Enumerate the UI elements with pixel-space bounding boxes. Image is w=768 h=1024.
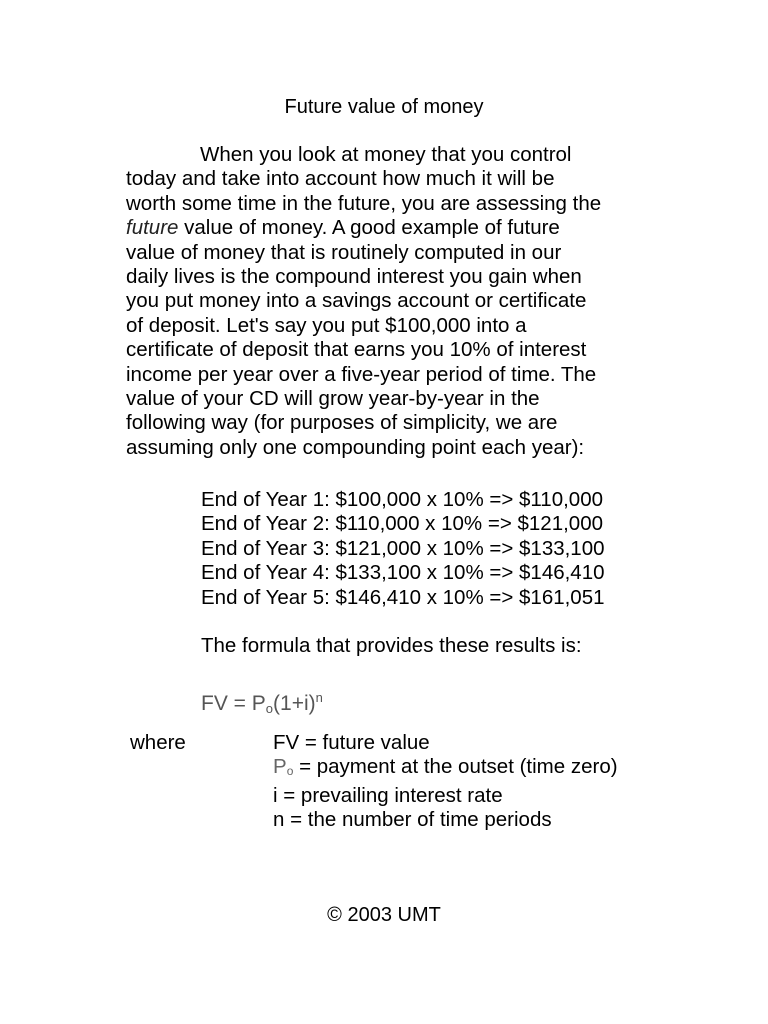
paragraph-line-text: value of money. A good example of future — [184, 216, 560, 240]
intro-paragraph — [126, 143, 696, 460]
definition-symbol — [273, 755, 293, 778]
definition-item: i = prevailing interest rate — [273, 783, 503, 807]
paragraph-line: following way (for purposes of simplicity, we are — [126, 411, 558, 435]
paragraph-line — [126, 216, 696, 240]
formula — [201, 683, 323, 724]
paragraph-line: income per year over a five-year period of time. The — [126, 362, 597, 386]
formula-superscript: n — [315, 690, 323, 705]
paragraph-line: value of money that is routinely computed in our — [126, 240, 562, 264]
copyright-notice: © 2003 UMT — [327, 904, 441, 926]
paragraph-line: worth some time in the future, you are assessing the — [126, 191, 602, 215]
paragraph-line: assuming only one compounding point each year): — [126, 435, 585, 459]
formula-intro: The formula that provides these results is: — [201, 634, 582, 657]
calculation-row: End of Year 5: $146,410 x 10% => $161,051 — [201, 585, 605, 609]
calculation-row: End of Year 3: $121,000 x 10% => $133,100 — [201, 536, 605, 560]
paragraph-line: certificate of deposit that earns you 10% of interest — [126, 338, 587, 362]
definition-item — [273, 755, 618, 783]
definition-item: n = the number of time periods — [273, 808, 552, 832]
calculation-row: End of Year 4: $133,100 x 10% => $146,410 — [201, 561, 605, 585]
symbol-subscript: o — [286, 764, 294, 779]
formula-lhs: FV = P — [201, 692, 266, 715]
calculation-row: End of Year 2: $110,000 x 10% => $121,000 — [201, 512, 603, 536]
paragraph-line: When you look at money that you control — [200, 143, 572, 166]
paragraph-line: today and take into account how much it will be — [126, 167, 555, 191]
calculation-row: End of Year 1: $100,000 x 10% => $110,000 — [201, 488, 603, 511]
paragraph-line: value of your CD will grow year-by-year in the — [126, 387, 540, 411]
definition-text: = payment at the outset (time zero) — [293, 755, 618, 779]
definition-list — [273, 731, 618, 833]
paragraph-line: daily lives is the compound interest you gain when — [126, 265, 582, 289]
paragraph-line: of deposit. Let's say you put $100,000 into a — [126, 313, 527, 337]
definition-item: FV = future value — [273, 731, 430, 754]
formula-subscript: o — [265, 701, 274, 716]
where-label: where — [130, 731, 186, 754]
calculation-list — [201, 488, 605, 610]
emphasis-future: future — [126, 216, 179, 240]
document-title: Future value of money — [284, 96, 484, 118]
paragraph-line: you put money into a savings account or certificate — [126, 289, 587, 313]
formula-mid: (1+i) — [273, 692, 316, 715]
symbol-p: P — [273, 755, 287, 779]
